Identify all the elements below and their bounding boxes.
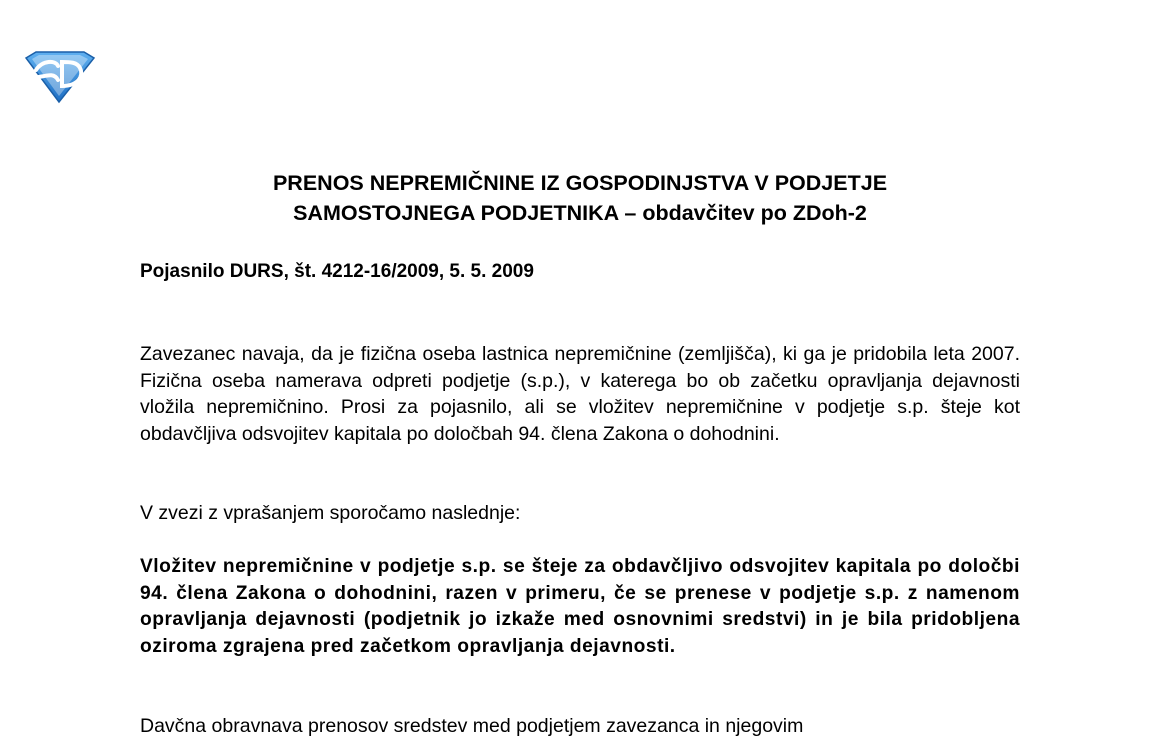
paragraph-tax-treatment: Davčna obravnava prenosov sredstev med podjetjem zavezanca in njegovim bbox=[140, 715, 804, 737]
document-subtitle: Pojasnilo DURS, št. 4212-16/2009, 5. 5. 2009 bbox=[140, 261, 534, 282]
document-title bbox=[140, 168, 1020, 228]
title-line-2: SAMOSTOJNEGA PODJETNIKA – obdavčitev po ZDoh-2 bbox=[293, 201, 867, 225]
paragraph-question: Zavezanec navaja, da je fizična oseba lastnica nepremičnine (zemljišča), ki ga je pridobila leta 2007. Fizična oseba namerava odpreti podjetje (s.p.), v katerega bo ob začetku opravljanja dejavnosti vložila nepremičnino. Prosi za pojasnilo, ali se vložitev nepremičnine v podjetje s.p. šteje kot obdavčljiva odsvojitev kapitala po določbah 94. člena Zakona o dohodnini. bbox=[140, 343, 1020, 445]
paragraph-answer: Vložitev nepremičnine v podjetje s.p. se šteje za obdavčljivo odsvojitev kapitala po določbi 94. člena Zakona o dohodnini, razen v primeru, če se prenese v podjetje s.p. z namenom opravljanja dejavnosti (podjetnik jo izkaže med osnovnimi sredstvi) in je bila pridobljena oziroma zgrajena pred začetkom opravljanja dejavnosti. bbox=[140, 556, 1020, 657]
company-logo bbox=[22, 50, 96, 104]
paragraph-intro-answer: V zvezi z vprašanjem sporočamo naslednje: bbox=[140, 502, 521, 524]
title-line-1: PRENOS NEPREMIČNINE IZ GOSPODINJSTVA V PODJETJE bbox=[272, 171, 888, 195]
shield-logo-icon bbox=[22, 50, 96, 104]
